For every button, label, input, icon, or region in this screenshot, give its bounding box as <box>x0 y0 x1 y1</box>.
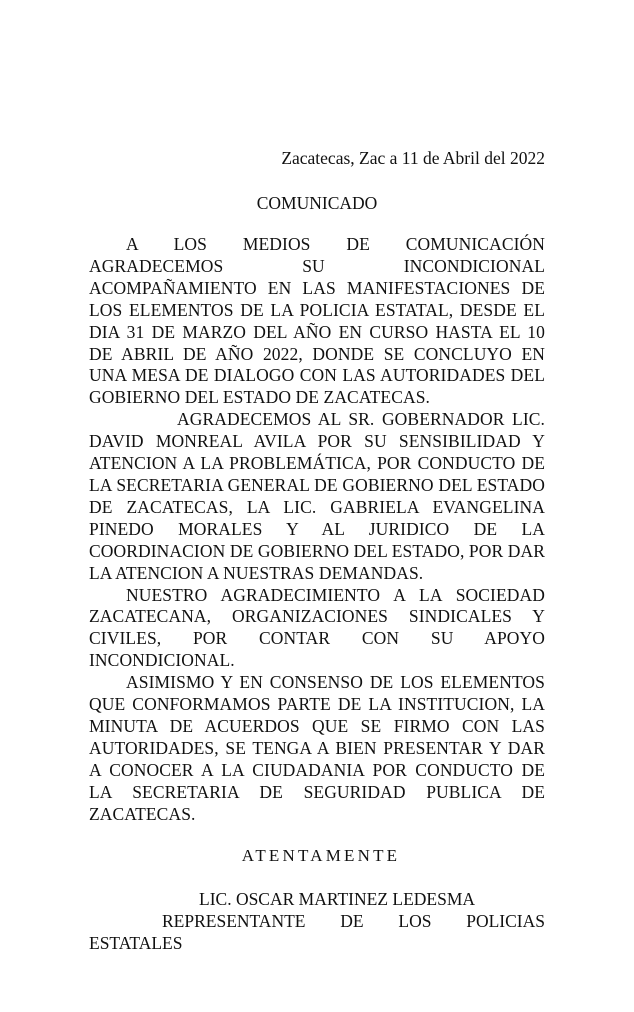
paragraph-governor-thanks: AGRADECEMOS AL SR. GOBERNADOR LIC. DAVID MONREAL AVILA POR SU SENSIBILIDAD Y ATENCION A LA PROBLEMÁTICA, POR CONDUCTO DE LA SECRETARIA GENERAL DE GOBIERNO DEL ESTADO DE ZACATECAS, LA LIC. GABRIELA EVANGELINA PINEDO MORALES Y AL JURIDICO DE LA COORDINACION DE GOBIERNO DEL ESTADO, POR DAR LA ATENCION A NUESTRAS DEMANDAS. <box>89 409 545 583</box>
signature-block <box>89 889 545 955</box>
date-line: Zacatecas, Zac a 11 de Abril del 2022 <box>281 148 545 168</box>
signatory-role: REPRESENTANTE DE LOS POLICIAS ESTATALES <box>89 910 545 953</box>
paragraph-agreements: ASIMISMO Y EN CONSENSO DE LOS ELEMENTOS QUE CONFORMAMOS PARTE DE LA INSTITUCION, LA MINUTA DE ACUERDOS QUE SE FIRMO CON LAS AUTORIDADES, SE TENGA A BIEN PRESENTAR Y DAR A CONOCER A LA CIUDADANIA POR CONDUCTO DE LA SECRETARIA DE SEGURIDAD PUBLICA DE ZACATECAS. <box>89 672 545 824</box>
paragraph-media-thanks: A LOS MEDIOS DE COMUNICACIÓN AGRADECEMOS SU INCONDICIONAL ACOMPAÑAMIENTO EN LAS MANIFESTACIONES DE LOS ELEMENTOS DE LA POLICIA ESTATAL, DESDE EL DIA 31 DE MARZO DEL AÑO EN CURSO HASTA EL 10 DE ABRIL DE AÑO 2022, DONDE SE CONCLUYO EN UNA MESA DE DIALOGO CON LAS AUTORIDADES DEL GOBIERNO DEL ESTADO DE ZACATECAS. <box>89 234 545 408</box>
document-heading: COMUNICADO <box>256 193 378 213</box>
signatory-name: LIC. OSCAR MARTINEZ LEDESMA <box>199 889 476 909</box>
closing-line: ATENTAMENTE <box>241 846 401 865</box>
paragraph-society-thanks: NUESTRO AGRADECIMIENTO A LA SOCIEDAD ZACATECANA, ORGANIZACIONES SINDICALES Y CIVILES, POR CONTAR CON SU APOYO INCONDICIONAL. <box>89 584 545 671</box>
document-body <box>89 234 545 825</box>
